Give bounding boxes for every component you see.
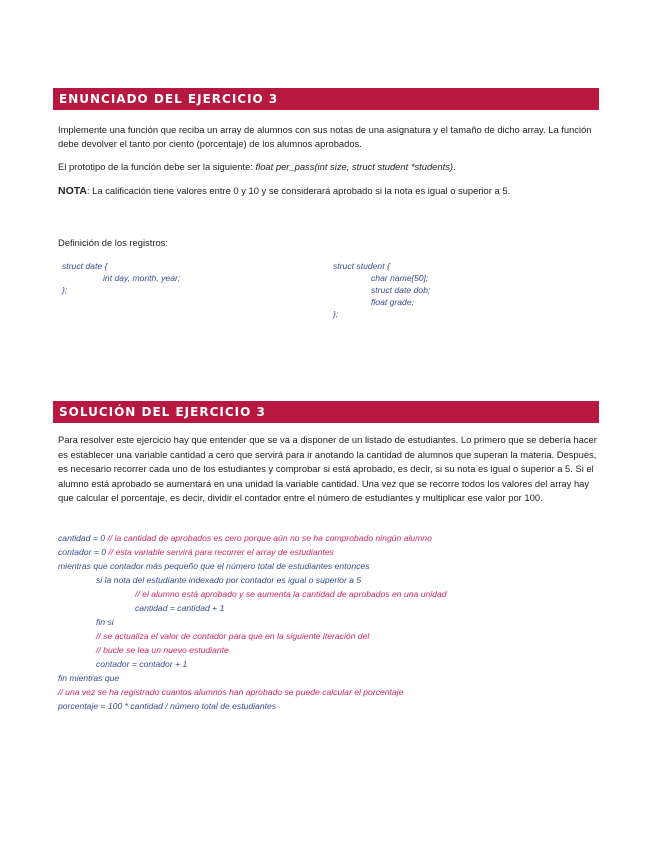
struct-student-line: struct date dob; — [371, 285, 431, 295]
struct-student-line: }; — [333, 309, 339, 319]
nota-label: NOTA — [58, 185, 87, 197]
prototype-intro: El prototipo de la función debe ser la siguiente: — [58, 161, 256, 172]
struct-date-line: }; — [62, 285, 68, 295]
pseudo-line: cantidad = 0 // la cantidad de aprobados es cero porque aún no se ha comprobado ningún alumno — [58, 533, 432, 543]
pseudo-line: cantidad = cantidad + 1 — [135, 603, 225, 613]
prototype-code: float per_pass(int size, struct student *students) — [255, 161, 454, 172]
solucion-paragraph: Para resolver este ejercicio hay que entender que se va a disponer de un listado de estudiantes. Lo primero que se debería hacer es establecer una variable cantidad a cero que servirá para ir anotando la cantidad de alumnos que superan la materia. Después, es necesario recorrer cada uno de los estudiantes y comprobar si está aprobado, es decir, si su nota es igual o superior a 5. Si el alumno está aprobado se aumentará en una unidad la variable cantidad. Una vez que se recorre todos los valores del array hay que calcular el porcentaje, es decir, dividir el contador entre el número de estudiantes y multiplicar ese valor por 100. — [58, 434, 597, 503]
nota-text: : La calificación tiene valores entre 0 y 10 y se considerará aprobado si la nota es igual o superior a 5. — [86, 185, 511, 196]
enunciado-header: ENUNCIADO DEL EJERCICIO 3 — [53, 88, 599, 110]
pseudo-line: contador = contador + 1 — [96, 659, 188, 669]
pseudo-line: // una vez se ha registrado cuantos alumnos han aprobado se puede calcular el porcentaje — [58, 687, 404, 697]
pseudo-line: fin si — [96, 617, 114, 627]
enunciado-paragraph: Implemente una función que reciba un array de alumnos con sus notas de una asignatura y el tamaño de dicho array. La función debe devolver el tanto por ciento (porcentaje) de los alumnos aprobados. — [58, 124, 592, 149]
pseudo-line: // bucle se lea un nuevo estudiante — [96, 645, 229, 655]
pseudo-line: porcentaje = 100 * cantidad / número total de estudiantes — [58, 701, 277, 711]
nota-line — [58, 184, 598, 198]
pseudo-line: si la nota del estudiante indexado por contador es igual o superior a 5 — [96, 575, 362, 585]
pseudo-line: // se actualiza el valor de contador para que en la siguiente iteración del — [96, 631, 370, 641]
struct-date-line: struct date { — [62, 261, 108, 271]
struct-student-line: struct student { — [333, 261, 390, 271]
prototype-line — [58, 160, 598, 174]
struct-student-line: char name[50]; — [371, 273, 429, 283]
pseudo-line: mientras que contador más pequeño que el número total de estudiantes entonces — [58, 561, 370, 571]
solucion-header: SOLUCIÓN DEL EJERCICIO 3 — [53, 401, 599, 423]
struct-date-line: int day, month, year; — [103, 273, 181, 283]
pseudo-line: contador = 0 // esta variable servirá para recorrer el array de estudiantes — [58, 547, 334, 557]
pseudo-line: // el alumno está aprobado y se aumenta la cantidad de aprobados en una unidad — [135, 589, 447, 599]
registros-label: Definición de los registros: — [58, 237, 168, 248]
pseudo-line: fin mientras que — [58, 673, 120, 683]
struct-student-line: float grade; — [371, 297, 414, 307]
prototype-end: . — [453, 161, 456, 172]
